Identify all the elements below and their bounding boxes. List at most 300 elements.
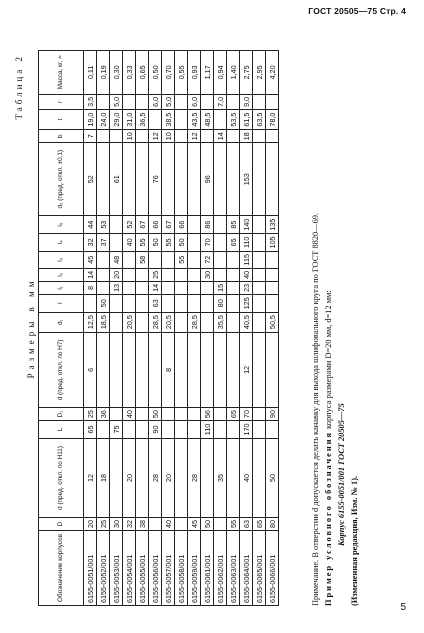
table-cell [227,94,240,109]
table-cell: 8 [84,281,97,294]
table-cell [188,421,201,439]
table-title: Размеры в мм [26,277,36,379]
table-cell [227,421,240,439]
table-cell [201,332,214,407]
column-header: d₁ [39,312,84,332]
table-row [123,51,136,606]
table-cell: 6,0 [149,94,162,109]
table-cell: 15 [214,281,227,294]
column-header: t [39,110,84,130]
table-cell [253,438,266,517]
table-cell: 6 [84,332,97,407]
table-cell [84,294,97,312]
table-cell [214,332,227,407]
table-cell [110,294,123,312]
table-cell [110,408,123,421]
dimensions-table [38,50,279,606]
row-designation: 6155-0054/001 [123,531,136,606]
table-cell [266,268,279,281]
table-cell: 50 [97,294,110,312]
table-cell: 0,11 [84,51,97,95]
column-header: l [39,294,84,312]
table-cell: 19,0 [84,110,97,130]
table-cell [175,312,188,332]
table-cell [175,281,188,294]
table-cell [175,438,188,517]
table-row [136,51,149,606]
table-cell: 96 [201,143,214,216]
table-cell: 28 [188,438,201,517]
row-designation: 6155-0063/001 [227,531,240,606]
table-cell: 75 [110,421,123,439]
row-designation: 6155-0053/001 [110,531,123,606]
table-cell: 14 [84,268,97,281]
table-cell: 0,65 [136,51,149,95]
table-cell [214,216,227,234]
table-cell: 20,5 [162,312,175,332]
table-cell [188,268,201,281]
table-row [149,51,162,606]
table-cell: 23 [240,281,253,294]
table-cell [188,216,201,234]
table-cell: 66 [175,216,188,234]
table-cell [175,408,188,421]
table-cell [136,268,149,281]
row-designation: 6155-0057/001 [162,531,175,606]
table-cell: 72 [201,251,214,268]
table-cell [175,268,188,281]
table-cell: 18 [97,438,110,517]
table-cell [188,408,201,421]
table-cell: 170 [240,421,253,439]
table-cell [162,281,175,294]
table-cell [123,143,136,216]
table-cell: 2,95 [253,51,266,95]
table-row [97,51,110,606]
table-cell [136,143,149,216]
table-cell [175,294,188,312]
table-cell [253,233,266,251]
table-cell: 50 [175,233,188,251]
column-header: l₅ [39,216,84,234]
table-cell [149,110,162,130]
table-cell [97,143,110,216]
table-cell [266,143,279,216]
table-cell [136,408,149,421]
table-cell: 58 [136,251,149,268]
table-cell: 8 [162,332,175,407]
column-header: L [39,421,84,439]
table-body [84,51,279,606]
table-cell: 28,5 [149,312,162,332]
table-cell: 67 [162,216,175,234]
table-cell [175,130,188,143]
table-cell [188,143,201,216]
table-cell: 86 [201,216,214,234]
table-cell: 30 [201,268,214,281]
table-cell [214,110,227,130]
column-header: r [39,94,84,109]
table-cell: 48,5 [201,110,214,130]
example-text: корпуса размерами D=20 мм, d=12 мм: [324,290,333,429]
table-cell [123,251,136,268]
column-header: D₁ [39,408,84,421]
table-cell: 4,20 [266,51,279,95]
table-cell [136,332,149,407]
table-cell [136,421,149,439]
row-designation: 6155-0065/001 [253,531,266,606]
table-cell: 115 [240,251,253,268]
table-cell: 50 [266,438,279,517]
table-cell: 140 [240,216,253,234]
row-designation: 6155-0052/001 [97,531,110,606]
table-cell: 35,5 [214,312,227,332]
table-cell [253,216,266,234]
table-cell [227,130,240,143]
table-cell [110,438,123,517]
table-cell [253,421,266,439]
table-cell: 0,30 [110,51,123,95]
notes-block [310,50,362,606]
table-cell: 38 [136,517,149,530]
table-cell: 28,5 [188,312,201,332]
table-cell: 0,94 [214,51,227,95]
table-cell [227,268,240,281]
table-cell: 135 [266,216,279,234]
table-cell: 61,5 [240,110,253,130]
table-cell [162,143,175,216]
table-cell: 20,5 [123,312,136,332]
table-cell: 32 [123,517,136,530]
table-cell: 67 [136,216,149,234]
table-cell: 6,0 [188,94,201,109]
table-cell: 20 [110,268,123,281]
table-cell: 36,5 [136,110,149,130]
table-cell [266,421,279,439]
table-cell: 53 [97,216,110,234]
table-cell [110,233,123,251]
table-cell [201,438,214,517]
row-designation: 6155-0058/001 [175,531,188,606]
table-cell [136,312,149,332]
table-cell [253,94,266,109]
table-cell [214,421,227,439]
table-cell: 0,33 [123,51,136,95]
table-cell: 63 [240,517,253,530]
table-cell: 35 [214,438,227,517]
table-cell [214,251,227,268]
table-cell [123,281,136,294]
table-cell: 1,40 [227,51,240,95]
column-header: b [39,130,84,143]
table-cell: 20 [123,438,136,517]
table-cell: 110 [201,421,214,439]
page-header: ГОСТ 20505—75 Стр. 4 [308,6,406,16]
table-cell [123,268,136,281]
table-cell [227,294,240,312]
table-cell [201,130,214,143]
table-cell: 25 [84,408,97,421]
column-header: Масса, кг, ≈ [39,51,84,95]
table-cell: 76 [149,143,162,216]
example-code: Корпус 6155-0051/001 ГОСТ 20505—75 [337,403,346,546]
column-header: d₂ (пред. откл. ±0,1) [39,143,84,216]
table-cell: 125 [240,294,253,312]
table-cell: 50,5 [266,312,279,332]
table-cell [97,94,110,109]
example-label: Пример условного обозначения [324,430,333,606]
table-cell: 3,5 [84,94,97,109]
table-cell: 18,5 [97,312,110,332]
table-cell [201,294,214,312]
table-cell: 65 [253,517,266,530]
table-cell [97,268,110,281]
table-cell: 5,0 [162,94,175,109]
table-cell [97,251,110,268]
table-cell: 40 [162,517,175,530]
table-cell [175,110,188,130]
table-row [162,51,175,606]
table-cell [136,438,149,517]
table-cell [253,281,266,294]
table-cell [227,281,240,294]
table-cell: 70 [201,233,214,251]
table-cell: 48 [110,251,123,268]
table-cell [188,251,201,268]
table-cell: 45 [84,251,97,268]
table-cell: 30 [110,517,123,530]
table-cell: 66 [149,216,162,234]
example-code-line [336,50,347,606]
table-row [266,51,279,606]
table-cell: 36 [97,408,110,421]
table-cell: 10 [123,130,136,143]
table-cell: 0,70 [162,51,175,95]
table-cell: 40 [123,408,136,421]
table-cell [110,130,123,143]
row-designation: 6155-0056/001 [149,531,162,606]
table-cell [266,332,279,407]
table-cell: 28 [149,438,162,517]
table-cell: 9,0 [240,94,253,109]
table-cell [162,294,175,312]
row-designation: 6155-0062/001 [214,531,227,606]
column-header: l₃ [39,251,84,268]
table-cell [201,312,214,332]
table-cell [253,268,266,281]
table-cell [97,421,110,439]
table-row [227,51,240,606]
table-cell [97,281,110,294]
table-cell: 18 [240,130,253,143]
table-cell: 65 [227,408,240,421]
table-cell [175,94,188,109]
table-cell: 40 [240,268,253,281]
table-cell: 63,5 [253,110,266,130]
table-cell [149,251,162,268]
table-cell [253,130,266,143]
table-cell: 80 [266,517,279,530]
table-cell [149,517,162,530]
designation-example [323,50,334,606]
table-cell: 55 [136,233,149,251]
table-cell: 12 [149,130,162,143]
table-cell: 25 [97,517,110,530]
table-cell: 65 [227,233,240,251]
row-designation: 6155-0055/001 [136,531,149,606]
table-cell: 90 [266,408,279,421]
table-cell: 12 [188,130,201,143]
table-cell [227,332,240,407]
table-row [188,51,201,606]
table-cell: 56 [201,408,214,421]
table-cell: 78,0 [266,110,279,130]
table-cell: 1,17 [201,51,214,95]
table-cell [188,281,201,294]
table-cell: 44 [84,216,97,234]
table-cell [136,294,149,312]
table-cell [136,130,149,143]
table-cell: 153 [240,143,253,216]
table-cell [266,94,279,109]
table-cell [253,294,266,312]
table-cell: 50 [149,408,162,421]
table-cell [266,130,279,143]
table-cell [227,143,240,216]
table-cell: 2,75 [240,51,253,95]
table-cell [136,94,149,109]
table-cell: 12 [84,438,97,517]
table-cell: 43,5 [188,110,201,130]
table-cell [97,332,110,407]
table-cell: 38,5 [162,110,175,130]
table-cell: 0,55 [175,51,188,95]
table-cell [175,332,188,407]
rotated-page-content [14,50,404,606]
table-cell [188,332,201,407]
table-cell [188,233,201,251]
table-cell [201,281,214,294]
table-cell [97,130,110,143]
table-cell: 20 [84,517,97,530]
table-cell [253,143,266,216]
table-cell [227,438,240,517]
table-cell: 25 [149,268,162,281]
table-cell: 85 [227,216,240,234]
table-cell: 20 [162,438,175,517]
table-cell: 37 [97,233,110,251]
column-header: d (пред. откл. по Н7) [39,332,84,407]
table-row [110,51,123,606]
table-cell [175,517,188,530]
table-cell [123,332,136,407]
column-header: d (пред. откл. по Н11) [39,438,84,517]
table-cell: 12 [240,332,253,407]
table-cell [266,251,279,268]
table-cell: 14 [149,281,162,294]
table-cell [227,251,240,268]
table-row [201,51,214,606]
table-cell [266,294,279,312]
table-cell: 40,5 [240,312,253,332]
table-cell: 45 [188,517,201,530]
table-cell: 61 [110,143,123,216]
table-cell: 5,0 [110,94,123,109]
table-note: Примечание. В отверстии d допускается делать канавку для выхода шлифовального круга по ГОСТ 8820—69. [311,212,320,606]
table-cell [253,251,266,268]
table-cell [123,94,136,109]
row-designation: 6155-0066/001 [266,531,279,606]
table-cell: 52 [123,216,136,234]
table-cell: 40 [240,438,253,517]
table-cell: 7 [84,130,97,143]
table-cell: 7,0 [214,94,227,109]
table-cell: 65 [84,421,97,439]
table-cell [253,332,266,407]
table-cell [214,408,227,421]
table-cell [201,94,214,109]
table-cell: 50 [201,517,214,530]
table-cell: 90 [149,421,162,439]
table-cell [162,268,175,281]
table-row [240,51,253,606]
table-cell [227,312,240,332]
table-caption: Таблица 2 [14,54,24,120]
table-row [175,51,188,606]
table-cell: 63 [149,294,162,312]
table-cell [266,281,279,294]
table-cell: 55 [162,233,175,251]
table-cell: 105 [266,233,279,251]
table-cell: 53,5 [227,110,240,130]
table-cell: 50 [149,233,162,251]
table-cell: 110 [240,233,253,251]
table-cell [175,143,188,216]
row-designation: 6155-0064/001 [240,531,253,606]
table-cell [149,332,162,407]
table-cell [110,332,123,407]
table-cell [110,216,123,234]
column-header: l₄ [39,233,84,251]
table-cell [214,268,227,281]
table-cell: 40 [123,233,136,251]
table-cell [123,421,136,439]
table-cell [214,143,227,216]
table-header-row [39,51,84,606]
column-header: D [39,517,84,530]
table-row [253,51,266,606]
table-cell: 29,0 [110,110,123,130]
table-cell [175,421,188,439]
table-cell [162,251,175,268]
table-cell [136,281,149,294]
table-cell: 55 [227,517,240,530]
table-cell: 70 [240,408,253,421]
table-cell [162,421,175,439]
table-cell: 52 [84,143,97,216]
table-cell: 24,0 [97,110,110,130]
row-designation: 6155-0061/001 [201,531,214,606]
table-cell: 0,50 [149,51,162,95]
table-cell: 31,0 [123,110,136,130]
table-cell: 10 [162,130,175,143]
table-cell: 0,93 [188,51,201,95]
row-designation: 6155-0051/001 [84,531,97,606]
table-cell [214,517,227,530]
column-header: l₁ [39,281,84,294]
table-cell [253,408,266,421]
table-cell: 13 [110,281,123,294]
